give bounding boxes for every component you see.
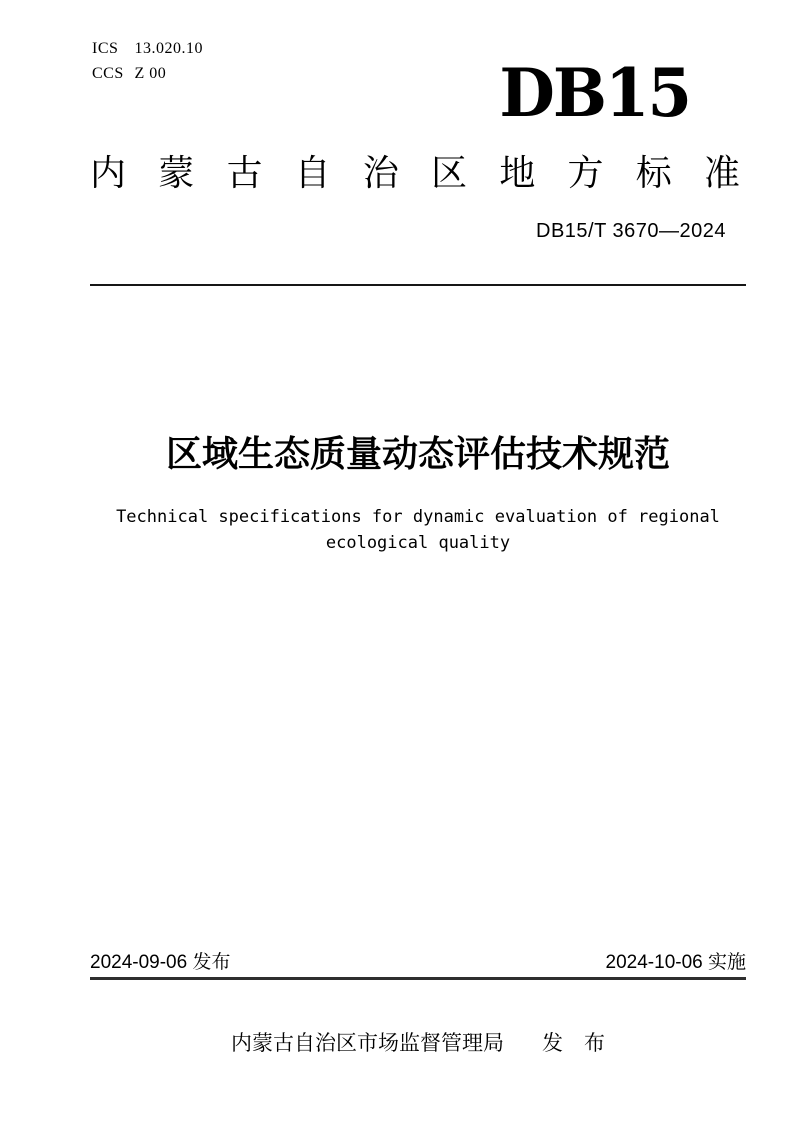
implementation-date: 2024-10-06 实施 (605, 952, 746, 973)
db15-logo: DB15 (499, 54, 690, 133)
top-divider-rule (90, 284, 746, 286)
ics-code (92, 36, 203, 61)
standard-number: DB15/T 3670—2024 (536, 220, 726, 242)
ccs-label: CCS (92, 65, 124, 82)
standard-category-char: 地 (499, 152, 536, 193)
bottom-divider-rule (90, 977, 746, 980)
publisher-row (90, 1031, 746, 1057)
ccs-value: Z 00 (134, 65, 167, 82)
document-title-chinese: 区域生态质量动态评估技术规范 (165, 433, 670, 474)
document-title-english-wrap (90, 504, 746, 556)
ics-label: ICS (92, 40, 119, 57)
standard-category-char: 蒙 (158, 152, 195, 193)
standard-category-char: 标 (635, 152, 672, 193)
standard-category-char: 自 (294, 152, 331, 193)
publisher-name: 内蒙古自治区市场监督管理局 (231, 1032, 504, 1055)
document-title-english: Technical specifications for dynamic evaluation of regional ecological quality (116, 507, 720, 553)
standard-category-char: 治 (362, 152, 399, 193)
classification-codes (92, 36, 203, 86)
standard-category-char: 准 (703, 152, 740, 193)
standard-category-char: 古 (226, 152, 263, 193)
publish-action-label: 发 布 (542, 1032, 605, 1055)
standard-category-char: 内 (90, 152, 127, 193)
standard-category-char: 区 (431, 152, 468, 193)
issue-date: 2024-09-06 发布 (90, 952, 231, 973)
standard-category-char: 方 (567, 152, 604, 193)
ccs-code (92, 61, 203, 86)
dates-row (90, 951, 746, 975)
standard-category-heading (90, 153, 740, 193)
ics-value: 13.020.10 (134, 40, 203, 57)
